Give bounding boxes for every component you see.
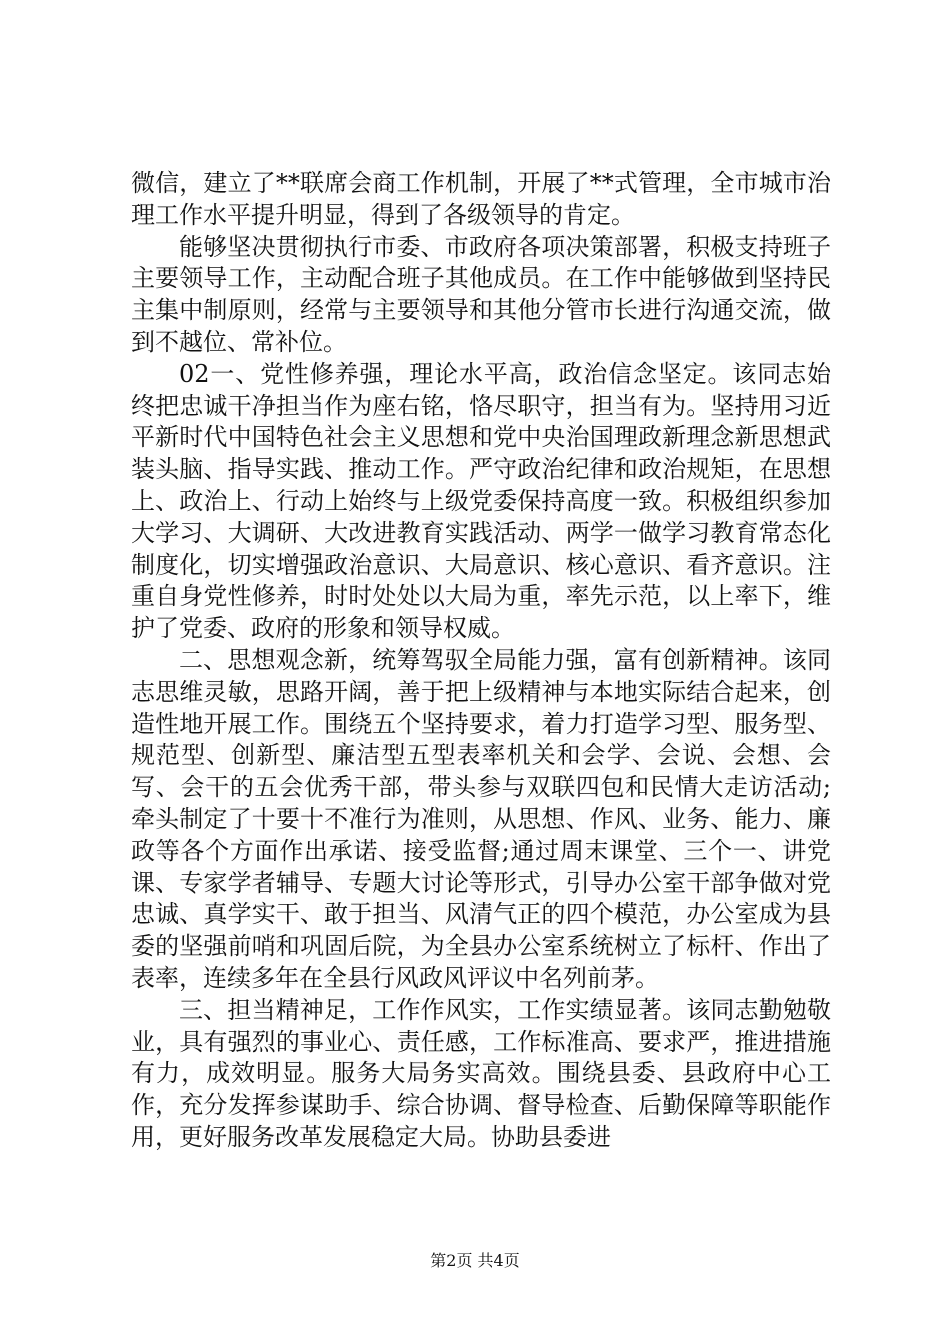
- paragraph-3: 02一、党性修养强，理论水平高，政治信念坚定。该同志始终把忠诚干净担当作为座右铭，恪尽职守，担当有为。坚持用习近平新时代中国特色社会主义思想和党中央治国理政新理念新思想武装头脑、指导实践、推动工作。严守政治纪律和政治规矩，在思想上、政治上、行动上始终与上级党委保持高度一致。积极组织参加大学习、大调研、大改进教育实践活动、两学一做学习教育常态化制度化，切实增强政治意识、大局意识、核心意识、看齐意识。注重自身党性修养，时时处处以大局为重，率先示范，以上率下，维护了党委、政府的形象和领导权威。: [131, 359, 831, 643]
- document-body: [131, 168, 831, 1154]
- page-number-footer: 第2页 共4页: [430, 1251, 520, 1270]
- paragraph-4: 二、思想观念新，统筹驾驭全局能力强，富有创新精神。该同志思维灵敏，思路开阔，善于把上级精神与本地实际结合起来，创造性地开展工作。围绕五个坚持要求，着力打造学习型、服务型、规范型、创新型、廉洁型五型表率机关和会学、会说、会想、会写、会干的五会优秀干部，带头参与双联四包和民情大走访活动;牵头制定了十要十不准行为准则，从思想、作风、业务、能力、廉政等各个方面作出承诺、接受监督;通过周末课堂、三个一、讲党课、专家学者辅导、专题大讨论等形式，引导办公室干部争做对党忠诚、真学实干、敢于担当、风清气正的四个模范，办公室成为县委的坚强前哨和巩固后院，为全县办公室系统树立了标杆、作出了表率，连续多年在全县行风政风评议中名列前茅。: [131, 645, 831, 992]
- paragraph-1: 微信，建立了**联席会商工作机制，开展了**式管理，全市城市治理工作水平提升明显，得到了各级领导的肯定。: [131, 169, 831, 229]
- paragraph-2: 能够坚决贯彻执行市委、市政府各项决策部署，积极支持班子主要领导工作，主动配合班子其他成员。在工作中能够做到坚持民主集中制原则，经常与主要领导和其他分管市长进行沟通交流，做到不越位、常补位。: [131, 232, 831, 356]
- paragraph-5: 三、担当精神足，工作作风实，工作实绩显著。该同志勤勉敬业，具有强烈的事业心、责任感，工作标准高、要求严，推进措施有力，成效明显。服务大局务实高效。围绕县委、县政府中心工作，充分发挥参谋助手、综合协调、督导检查、后勤保障等职能作用，更好服务改革发展稳定大局。协助县委进: [131, 995, 831, 1151]
